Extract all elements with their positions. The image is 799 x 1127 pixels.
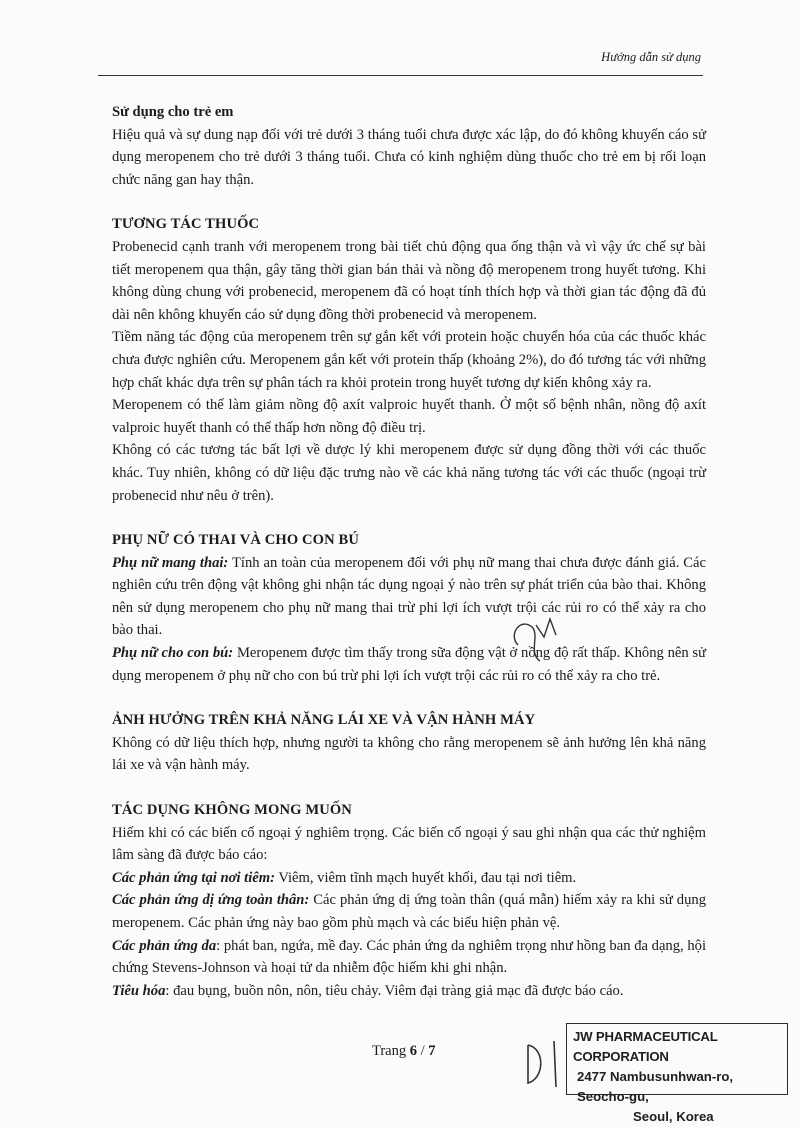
section-heading: Sử dụng cho trẻ em — [112, 104, 234, 120]
inline-label: Các phản ứng tại nơi tiêm: — [112, 869, 275, 886]
stamp-address: 2477 Nambusunhwan-ro, Seocho-gu, — [577, 1069, 734, 1104]
page-footer — [372, 1043, 436, 1060]
paragraph: Meropenem có thể làm giảm nồng độ axít valproic huyết thanh. Ở một số bệnh nhân, nồng độ axít valproic huyết thanh có thể thấp hơn nồng độ điều trị. — [112, 397, 706, 436]
document-body — [112, 101, 706, 1024]
paragraph — [112, 642, 706, 687]
section-heading: TƯƠNG TÁC THUỐC — [112, 216, 260, 233]
paragraph — [112, 980, 706, 1003]
paragraph — [112, 935, 706, 980]
section-interactions — [112, 213, 706, 507]
inline-text: Viêm, viêm tĩnh mạch huyết khối, đau tại nơi tiêm. — [274, 869, 577, 886]
inline-label: Các phản ứng dị ứng toàn thân: — [112, 892, 310, 909]
paragraph — [112, 552, 706, 642]
stamp-company: JW PHARMACEUTICAL CORPORATION — [573, 1029, 718, 1064]
section-children — [112, 101, 706, 191]
section-heading: PHỤ NỮ CÓ THAI VÀ CHO CON BÚ — [112, 532, 359, 549]
page-separator: / — [417, 1043, 429, 1059]
company-stamp — [566, 1023, 788, 1124]
stamp-city: Seoul, Korea — [633, 1109, 714, 1124]
running-header: Hướng dẫn sử dụng — [601, 50, 701, 64]
page-label: Trang — [372, 1043, 410, 1059]
paragraph: Hiệu quả và sự dung nạp đối với trẻ dưới 3 tháng tuổi chưa được xác lập, do đó không khuyến cáo sử dụng meropenem cho trẻ dưới 3 tháng tuổi. Chưa có kinh nghiệm dùng thuốc cho trẻ em bị rối loạn chức năng gan hay thận. — [112, 126, 706, 188]
handwritten-initials — [522, 1033, 566, 1093]
paragraph — [112, 867, 706, 890]
paragraph: Không có dữ liệu thích hợp, nhưng người ta không cho rằng meropenem sẽ ảnh hưởng lên khả năng lái xe và vận hành máy. — [112, 734, 706, 774]
paragraph — [112, 889, 706, 934]
inline-label: Các phản ứng da — [112, 937, 217, 954]
section-driving — [112, 709, 706, 777]
section-adverse-effects — [112, 799, 706, 1002]
signature-mark — [500, 605, 570, 675]
inline-label: Tiêu hóa — [112, 982, 166, 999]
page-total: 7 — [428, 1043, 436, 1059]
inline-text: Tính an toàn của meropenem đối với phụ nữ mang thai chưa được đánh giá. Các nghiên cứu trên động vật không ghi nhận tác dụng ngoại ý nào trên sự phát triển của bào thai. Không nên sử dụng meropenem cho phụ nữ mang thai trừ phi lợi ích vượt trội các rủi ro có thể xảy ra cho bào thai. — [112, 554, 706, 639]
page-current: 6 — [409, 1043, 417, 1059]
inline-text: Các phản ứng dị ứng toàn thân (quá mẫn) hiếm xảy ra khi sử dụng meropenem. Các phản ứng này bao gồm phù mạch và các biểu hiện phản vệ. — [112, 892, 706, 931]
section-heading: ẢNH HƯỞNG TRÊN KHẢ NĂNG LÁI XE VÀ VẬN HÀNH MÁY — [112, 712, 536, 729]
section-heading: TÁC DỤNG KHÔNG MONG MUỐN — [112, 802, 352, 819]
section-pregnancy — [112, 529, 706, 687]
header-rule — [98, 75, 703, 76]
inline-text: : đau bụng, buồn nôn, nôn, tiêu chảy. Viêm đại tràng giả mạc đã được báo cáo. — [165, 982, 624, 999]
inline-label: Phụ nữ mang thai: — [112, 554, 229, 571]
paragraph: Probenecid cạnh tranh với meropenem trong bài tiết chủ động qua ống thận và vì vậy ức chế sự bài tiết meropenem qua thận, gây tăng thời gian bán thải và nồng độ meropenem trong huyết tương. Khi không dùng chung với probenecid, meropenem đã có hoạt tính thích hợp và thời gian tác động đã đủ dài nên không khuyến cáo sử dụng đồng thời probenecid và meropenem. — [112, 238, 706, 323]
paragraph: Hiếm khi có các biến cố ngoại ý nghiêm trọng. Các biến cố ngoại ý sau ghi nhận qua các thử nghiệm lâm sàng đã được báo cáo: — [112, 824, 706, 864]
inline-label: Phụ nữ cho con bú: — [112, 645, 234, 662]
paragraph: Tiềm năng tác động của meropenem trên sự gắn kết với protein hoặc chuyển hóa của các thuốc khác chưa được nghiên cứu. Meropenem gắn kết với protein thấp (khoảng 2%), do đó tương tác với những hợp chất khác dựa trên sự phân tách ra khỏi protein trong huyết tương dự kiến không xảy ra. — [112, 329, 706, 391]
paragraph: Không có các tương tác bất lợi về dược lý khi meropenem được sử dụng đồng thời với các thuốc khác. Tuy nhiên, không có dữ liệu đặc trưng nào về các khả năng tương tác với các thuốc (ngoại trừ probenecid như nêu ở trên). — [112, 442, 706, 504]
inline-text: : phát ban, ngứa, mề đay. Các phản ứng da nghiêm trọng như hồng ban đa dạng, hội chứng Stevens-Johnson và hoại tử da nhiễm độc hiếm khi ghi nhận. — [112, 937, 706, 977]
inline-text: Meropenem được tìm thấy trong sữa động vật ở nồng độ rất thấp. Không nên sử dụng meropenem ở phụ nữ cho con bú trừ phi lợi ích vượt trội các rủi ro có thể xảy ra cho trẻ. — [112, 645, 707, 684]
